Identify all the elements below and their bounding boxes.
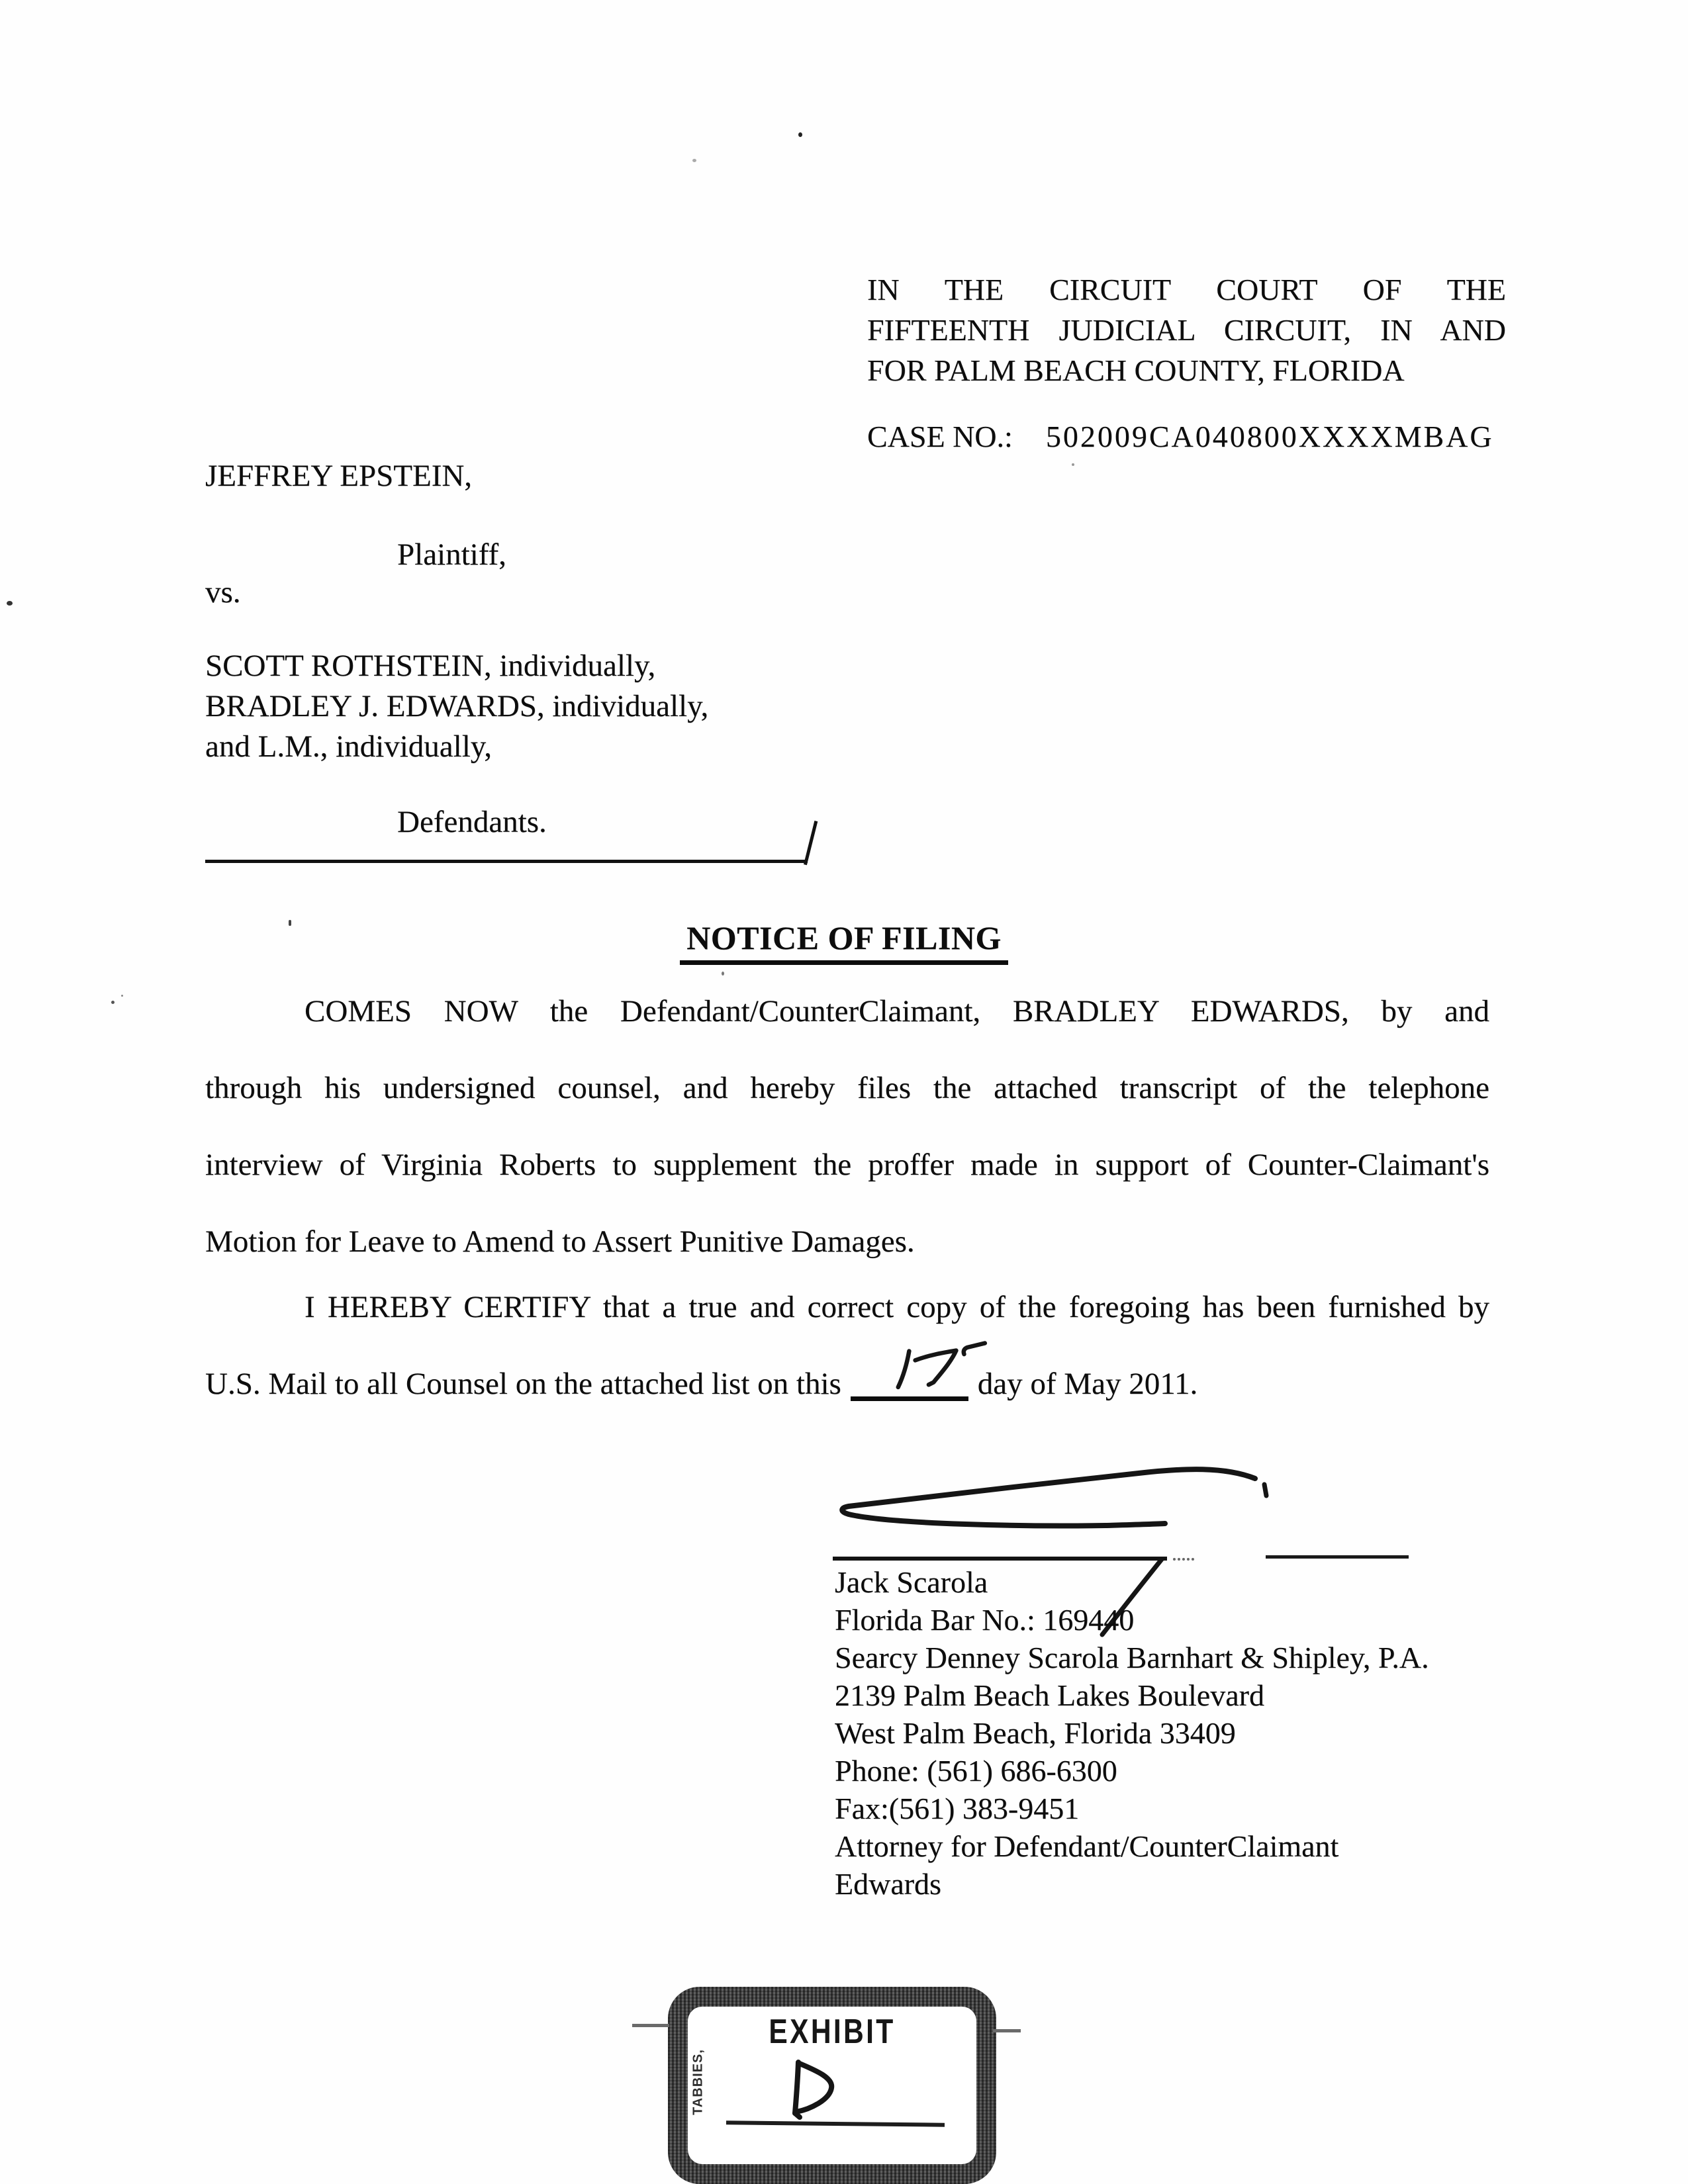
case-number-label: CASE NO.: [867, 420, 1013, 453]
signature-line-dashes [1173, 1558, 1194, 1561]
court-header-line1: IN THE CIRCUIT COURT OF THE [867, 273, 1506, 306]
defendant-line: SCOTT ROTHSTEIN, individually, [205, 649, 656, 683]
defendant-line: and L.M., individually, [205, 729, 492, 764]
certify-line [205, 1345, 1489, 1422]
party-divider-line [205, 860, 808, 863]
defendant-line: BRADLEY J. EDWARDS, individually, [205, 689, 709, 723]
body-line: interview of Virginia Roberts to supplement the proffer made in support of Counter-Claimant's [205, 1148, 1489, 1182]
court-header-line2: FIFTEENTH JUDICIAL CIRCUIT, IN AND [867, 313, 1506, 347]
certify-prefix: U.S. Mail to all Counsel on the attached list on this [205, 1367, 841, 1401]
handwritten-exhibit-letter-ink [780, 2056, 860, 2126]
defendants-role: Defendants. [397, 805, 547, 839]
attorney-block [835, 1563, 1429, 1903]
scan-speck [289, 920, 291, 926]
document-title [202, 919, 1486, 957]
certificate-of-service [205, 1269, 1489, 1422]
exhibit-stamp [668, 1987, 996, 2184]
court-header-line3: FOR PALM BEACH COUNTY, FLORIDA [867, 353, 1405, 387]
body-line: Motion for Leave to Amend to Assert Punitive Damages. [205, 1224, 915, 1259]
attorney-name: Jack Scarola [835, 1565, 988, 1599]
attorney-for-line2: Edwards [835, 1867, 941, 1901]
certify-suffix: day of May 2011. [977, 1367, 1198, 1401]
signature-line-short [1266, 1555, 1409, 1559]
scan-speck [7, 601, 13, 606]
certify-line: I HEREBY CERTIFY that a true and correct copy of the foregoing has been furnished by [305, 1290, 1489, 1324]
exhibit-stamp-label: EXHIBIT [769, 2013, 896, 2051]
case-number-value: 502009CA040800XXXXMBAG [1045, 420, 1494, 453]
defendants-list [205, 646, 708, 767]
scan-speck [121, 995, 123, 997]
case-number [867, 419, 1494, 454]
plaintiff-name: JEFFREY EPSTEIN, [205, 459, 473, 493]
attorney-address-line2: West Palm Beach, Florida 33409 [835, 1716, 1236, 1750]
attorney-bar-number: Florida Bar No.: 169440 [835, 1603, 1135, 1637]
exhibit-stamp-brand: TABBIES, [690, 2049, 706, 2115]
attorney-fax: Fax:(561) 383-9451 [835, 1792, 1080, 1825]
scan-speck [722, 972, 724, 976]
scan-smear [993, 2029, 1021, 2032]
scan-speck [1072, 463, 1074, 466]
attorney-address-line1: 2139 Palm Beach Lakes Boulevard [835, 1678, 1264, 1712]
body-line: COMES NOW the Defendant/CounterClaimant, BRADLEY EDWARDS, by and [305, 994, 1489, 1028]
signature-line [833, 1557, 1167, 1561]
attorney-firm: Searcy Denney Scarola Barnhart & Shipley, P.A. [835, 1641, 1429, 1674]
attorney-phone: Phone: (561) 686-6300 [835, 1754, 1117, 1788]
divider-slash-mark [804, 821, 818, 865]
handwritten-day-ink [887, 1324, 1033, 1403]
scan-speck [798, 132, 802, 137]
attorney-for-line1: Attorney for Defendant/CounterClaimant [835, 1829, 1339, 1863]
plaintiff-role: Plaintiff, [397, 537, 506, 572]
scan-speck [692, 159, 696, 162]
document-title-text: NOTICE OF FILING [680, 919, 1008, 965]
scan-smear [632, 2024, 669, 2027]
court-header [867, 269, 1506, 390]
body-paragraph [205, 973, 1489, 1280]
versus-label: vs. [205, 575, 241, 610]
scan-speck [111, 1001, 115, 1004]
body-line: through his undersigned counsel, and hereby files the attached transcript of the telephone [205, 1071, 1489, 1105]
handwritten-day-blank [851, 1363, 968, 1401]
